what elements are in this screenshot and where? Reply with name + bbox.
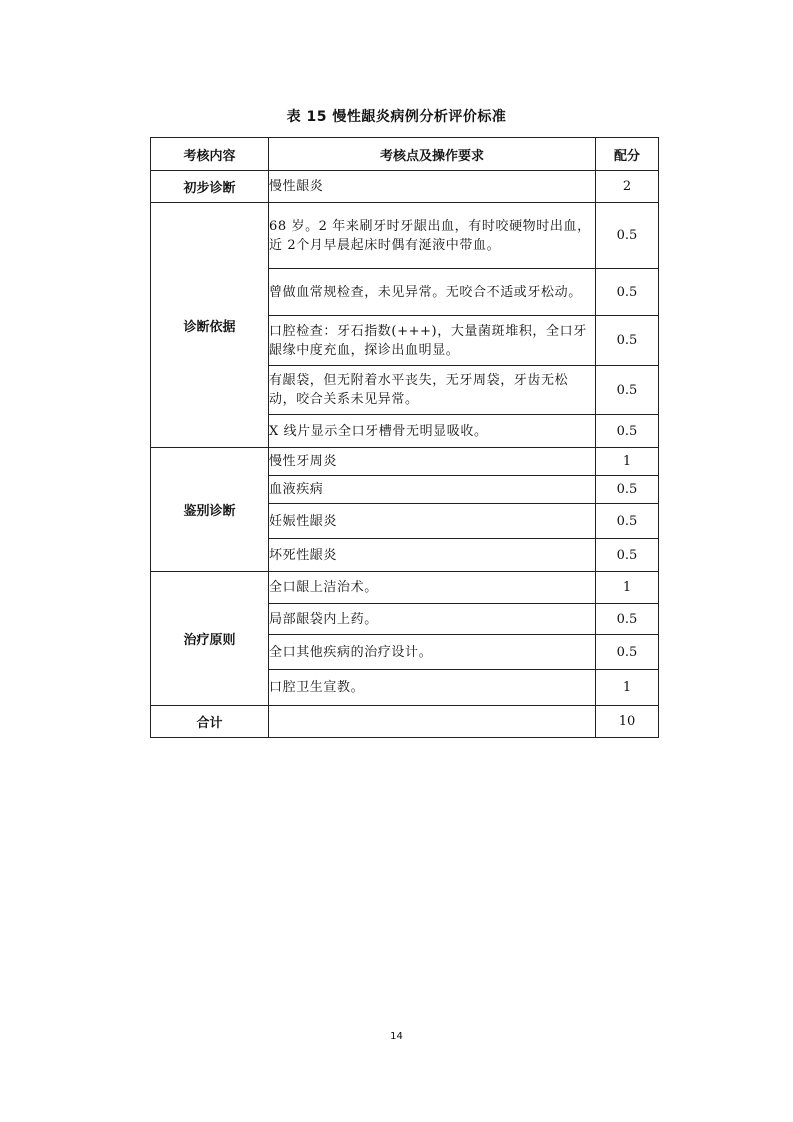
total-points [269, 706, 596, 738]
score-cell: 0.5 [596, 539, 659, 572]
point-cell: 68 岁。2 年来刷牙时牙龈出血，有时咬硬物时出血，近 2个月早晨起床时偶有涎液中带血。 [269, 203, 596, 269]
point-cell: 慢性龈炎 [269, 171, 596, 203]
category-cell: 鉴别诊断 [151, 448, 269, 572]
table-row [151, 572, 659, 604]
score-cell: 0.5 [596, 366, 659, 415]
score-cell: 1 [596, 670, 659, 706]
point-cell: 局部龈袋内上药。 [269, 604, 596, 635]
table-row [151, 171, 659, 203]
point-cell: 曾做血常规检查，未见异常。无咬合不适或牙松动。 [269, 269, 596, 316]
score-cell: 0.5 [596, 316, 659, 366]
point-cell: X 线片显示全口牙槽骨无明显吸收。 [269, 415, 596, 448]
point-cell: 坏死性龈炎 [269, 539, 596, 572]
score-cell: 1 [596, 572, 659, 604]
score-cell: 1 [596, 448, 659, 476]
point-cell: 口腔检查：牙石指数(+++)，大量菌斑堆积，全口牙龈缘中度充血，探诊出血明显。 [269, 316, 596, 366]
category-cell: 诊断依据 [151, 203, 269, 448]
score-cell: 0.5 [596, 269, 659, 316]
table-title: 表 15 慢性龈炎病例分析评价标准 [286, 109, 507, 125]
score-cell: 0.5 [596, 504, 659, 539]
table-row [151, 203, 659, 269]
point-cell: 口腔卫生宣教。 [269, 670, 596, 706]
category-cell: 初步诊断 [151, 171, 269, 203]
total-label: 合计 [151, 706, 269, 738]
point-cell: 妊娠性龈炎 [269, 504, 596, 539]
total-score: 10 [596, 706, 659, 738]
header-row [151, 138, 659, 171]
score-cell: 2 [596, 171, 659, 203]
point-cell: 慢性牙周炎 [269, 448, 596, 476]
point-cell: 全口龈上洁治术。 [269, 572, 596, 604]
table-row [151, 448, 659, 476]
score-cell: 0.5 [596, 635, 659, 670]
score-cell: 0.5 [596, 203, 659, 269]
page-number: 14 [390, 1031, 403, 1042]
score-cell: 0.5 [596, 604, 659, 635]
point-cell: 有龈袋，但无附着水平丧失，无牙周袋，牙齿无松动，咬合关系未见异常。 [269, 366, 596, 415]
category-cell: 治疗原则 [151, 572, 269, 706]
header-points: 考核点及操作要求 [269, 138, 596, 171]
total-row [151, 706, 659, 738]
header-category: 考核内容 [151, 138, 269, 171]
point-cell: 全口其他疾病的治疗设计。 [269, 635, 596, 670]
score-cell: 0.5 [596, 415, 659, 448]
evaluation-table [150, 137, 659, 738]
score-cell: 0.5 [596, 476, 659, 504]
header-score: 配分 [596, 138, 659, 171]
point-cell: 血液疾病 [269, 476, 596, 504]
